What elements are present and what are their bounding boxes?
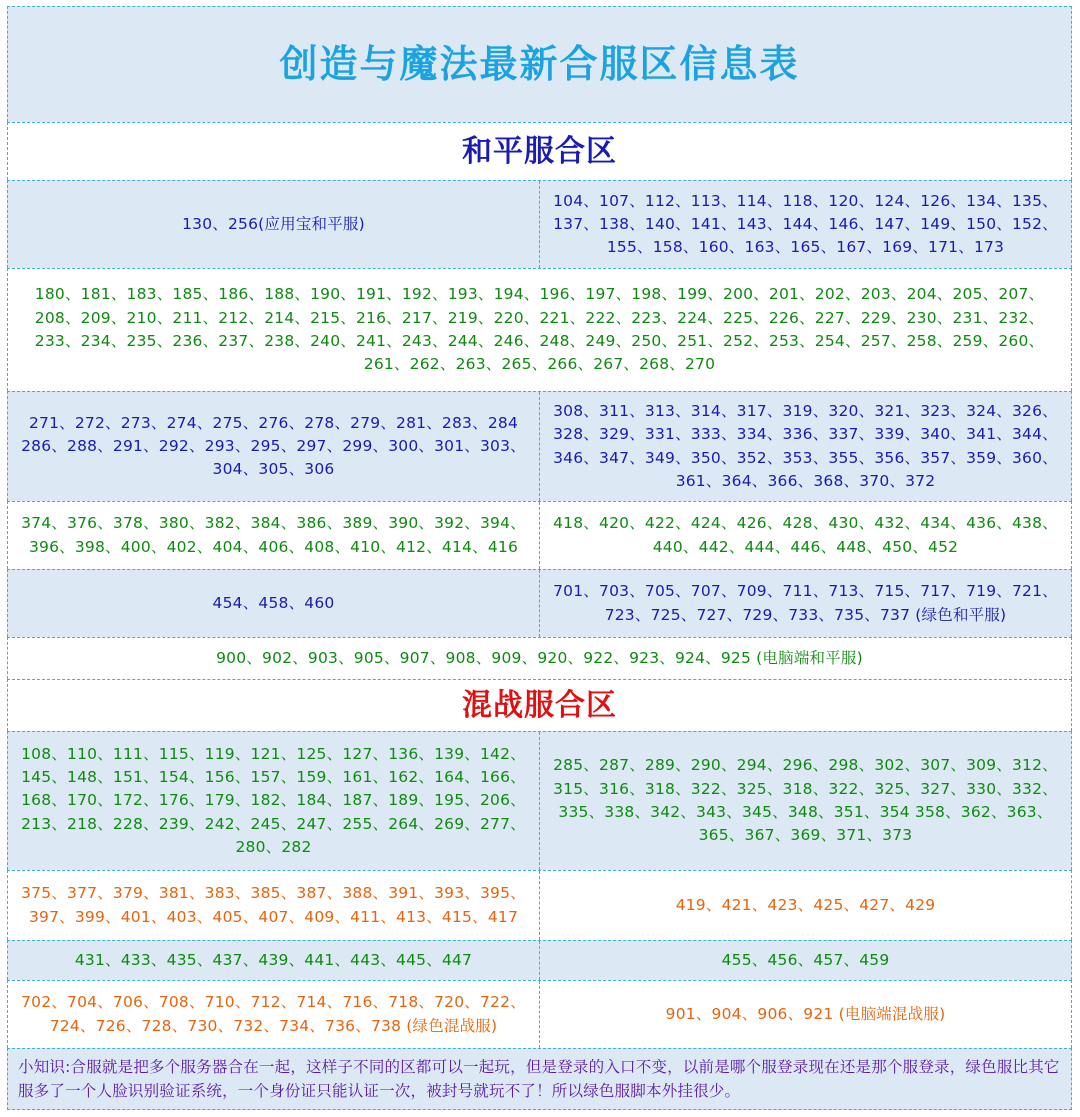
peace-section-heading: 和平服合区	[462, 133, 617, 169]
peace-row-5-left: 454、458、460	[8, 570, 540, 637]
peace-row-4	[7, 501, 1072, 569]
peace-row-6	[7, 637, 1072, 679]
peace-row-1	[7, 180, 1072, 268]
peace-row-1-left: 130、256(应用宝和平服)	[8, 181, 540, 268]
mixed-row-1-right: 285、287、289、290、294、296、298、302、307、309、312、315、316、318、322、325、318、322、325、327、330、332、335、338、342、343、345、348、351、354 358、362、363、365、367、369、371、373	[553, 756, 1058, 845]
mixed-row-3-right: 455、456、457、459	[721, 950, 890, 969]
note-row	[7, 1048, 1072, 1110]
peace-row-5	[7, 569, 1072, 637]
peace-row-2	[7, 268, 1072, 391]
peace-heading-row	[7, 122, 1072, 180]
mixed-row-2-right: 419、421、423、425、427、429	[675, 895, 936, 914]
title-row	[7, 6, 1072, 122]
peace-row-4-left: 374、376、378、380、382、384、386、389、390、392、394、396、398、400、402、404、406、408、410、412、414、416	[8, 502, 540, 569]
mixed-row-3	[7, 940, 1072, 980]
peace-row-3-left: 271、272、273、274、275、276、278、279、281、283、284 286、288、291、292、293、295、297、299、300、301、303、304、305、306	[8, 392, 540, 501]
peace-row-1-right: 104、107、112、113、114、118、120、124、126、134、135、137、138、140、141、143、144、146、147、149、150、152、155、158、160、163、165、167、169、171、173	[553, 191, 1058, 257]
peace-row-5-right: 701、703、705、707、709、711、713、715、717、719、721、723、725、727、729、733、735、737 (绿色和平服)	[553, 582, 1058, 624]
peace-row-3-right: 308、311、313、314、317、319、320、321、323、324、326、328、329、331、333、334、336、337、339、340、341、344、346、347、349、350、352、353、355、356、357、359、360、361、364、366、368、370、372	[553, 401, 1058, 490]
mixed-row-1-left: 108、110、111、115、119、121、125、127、136、139、142、145、148、151、154、156、157、159、161、162、164、166、168、170、172、176、179、182、184、187、189、195、206、213、218、228、239、242、245、247、255、264、269、277、280、282	[8, 732, 540, 870]
mixed-row-4-left: 702、704、706、708、710、712、714、716、718、720、722、724、726、728、730、732、734、736、738 (绿色混战服)	[8, 981, 540, 1048]
peace-row-3	[7, 391, 1072, 501]
peace-row-4-right: 418、420、422、424、426、428、430、432、434、436、438、440、442、444、446、448、450、452	[553, 514, 1058, 556]
mixed-heading-row	[7, 679, 1072, 731]
peace-row-6-full: 900、902、903、905、907、908、909、920、922、923、924、925 (电脑端和平服)	[216, 648, 863, 667]
mixed-row-4	[7, 980, 1072, 1048]
mixed-row-2-left: 375、377、379、381、383、385、387、388、391、393、395、397、399、401、403、405、407、409、411、413、415、417	[8, 871, 540, 940]
mixed-row-3-left: 431、433、435、437、439、441、443、445、447	[8, 941, 540, 980]
mixed-row-1	[7, 731, 1072, 870]
mixed-row-4-right: 901、904、906、921 (电脑端混战服)	[665, 1004, 946, 1023]
mixed-section-heading: 混战服合区	[462, 687, 617, 723]
peace-row-2-full: 180、181、183、185、186、188、190、191、192、193、194、196、197、198、199、200、201、202、203、204、205、207、208、209、210、211、212、214、215、216、217、219、220、221、222、223、224、225、226、227、229、230、231、232、233、234、235、236、237、238、240、241、243、244、246、248、249、250、251、252、253、254、257、258、259、260、261、262、263、265、266、267、268、270	[34, 285, 1045, 374]
tips-note: 小知识:合服就是把多个服务器合在一起，这样子不同的区都可以一起玩，但是登录的入口不变，以前是哪个服登录现在还是那个服登录，绿色服比其它服多了一个人脸识别验证系统，一个身份证只能认证一次，被封号就玩不了！所以绿色服脚本外挂很少。	[18, 1058, 1060, 1100]
page-title: 创造与魔法最新合服区信息表	[279, 41, 800, 86]
mixed-row-2	[7, 870, 1072, 940]
